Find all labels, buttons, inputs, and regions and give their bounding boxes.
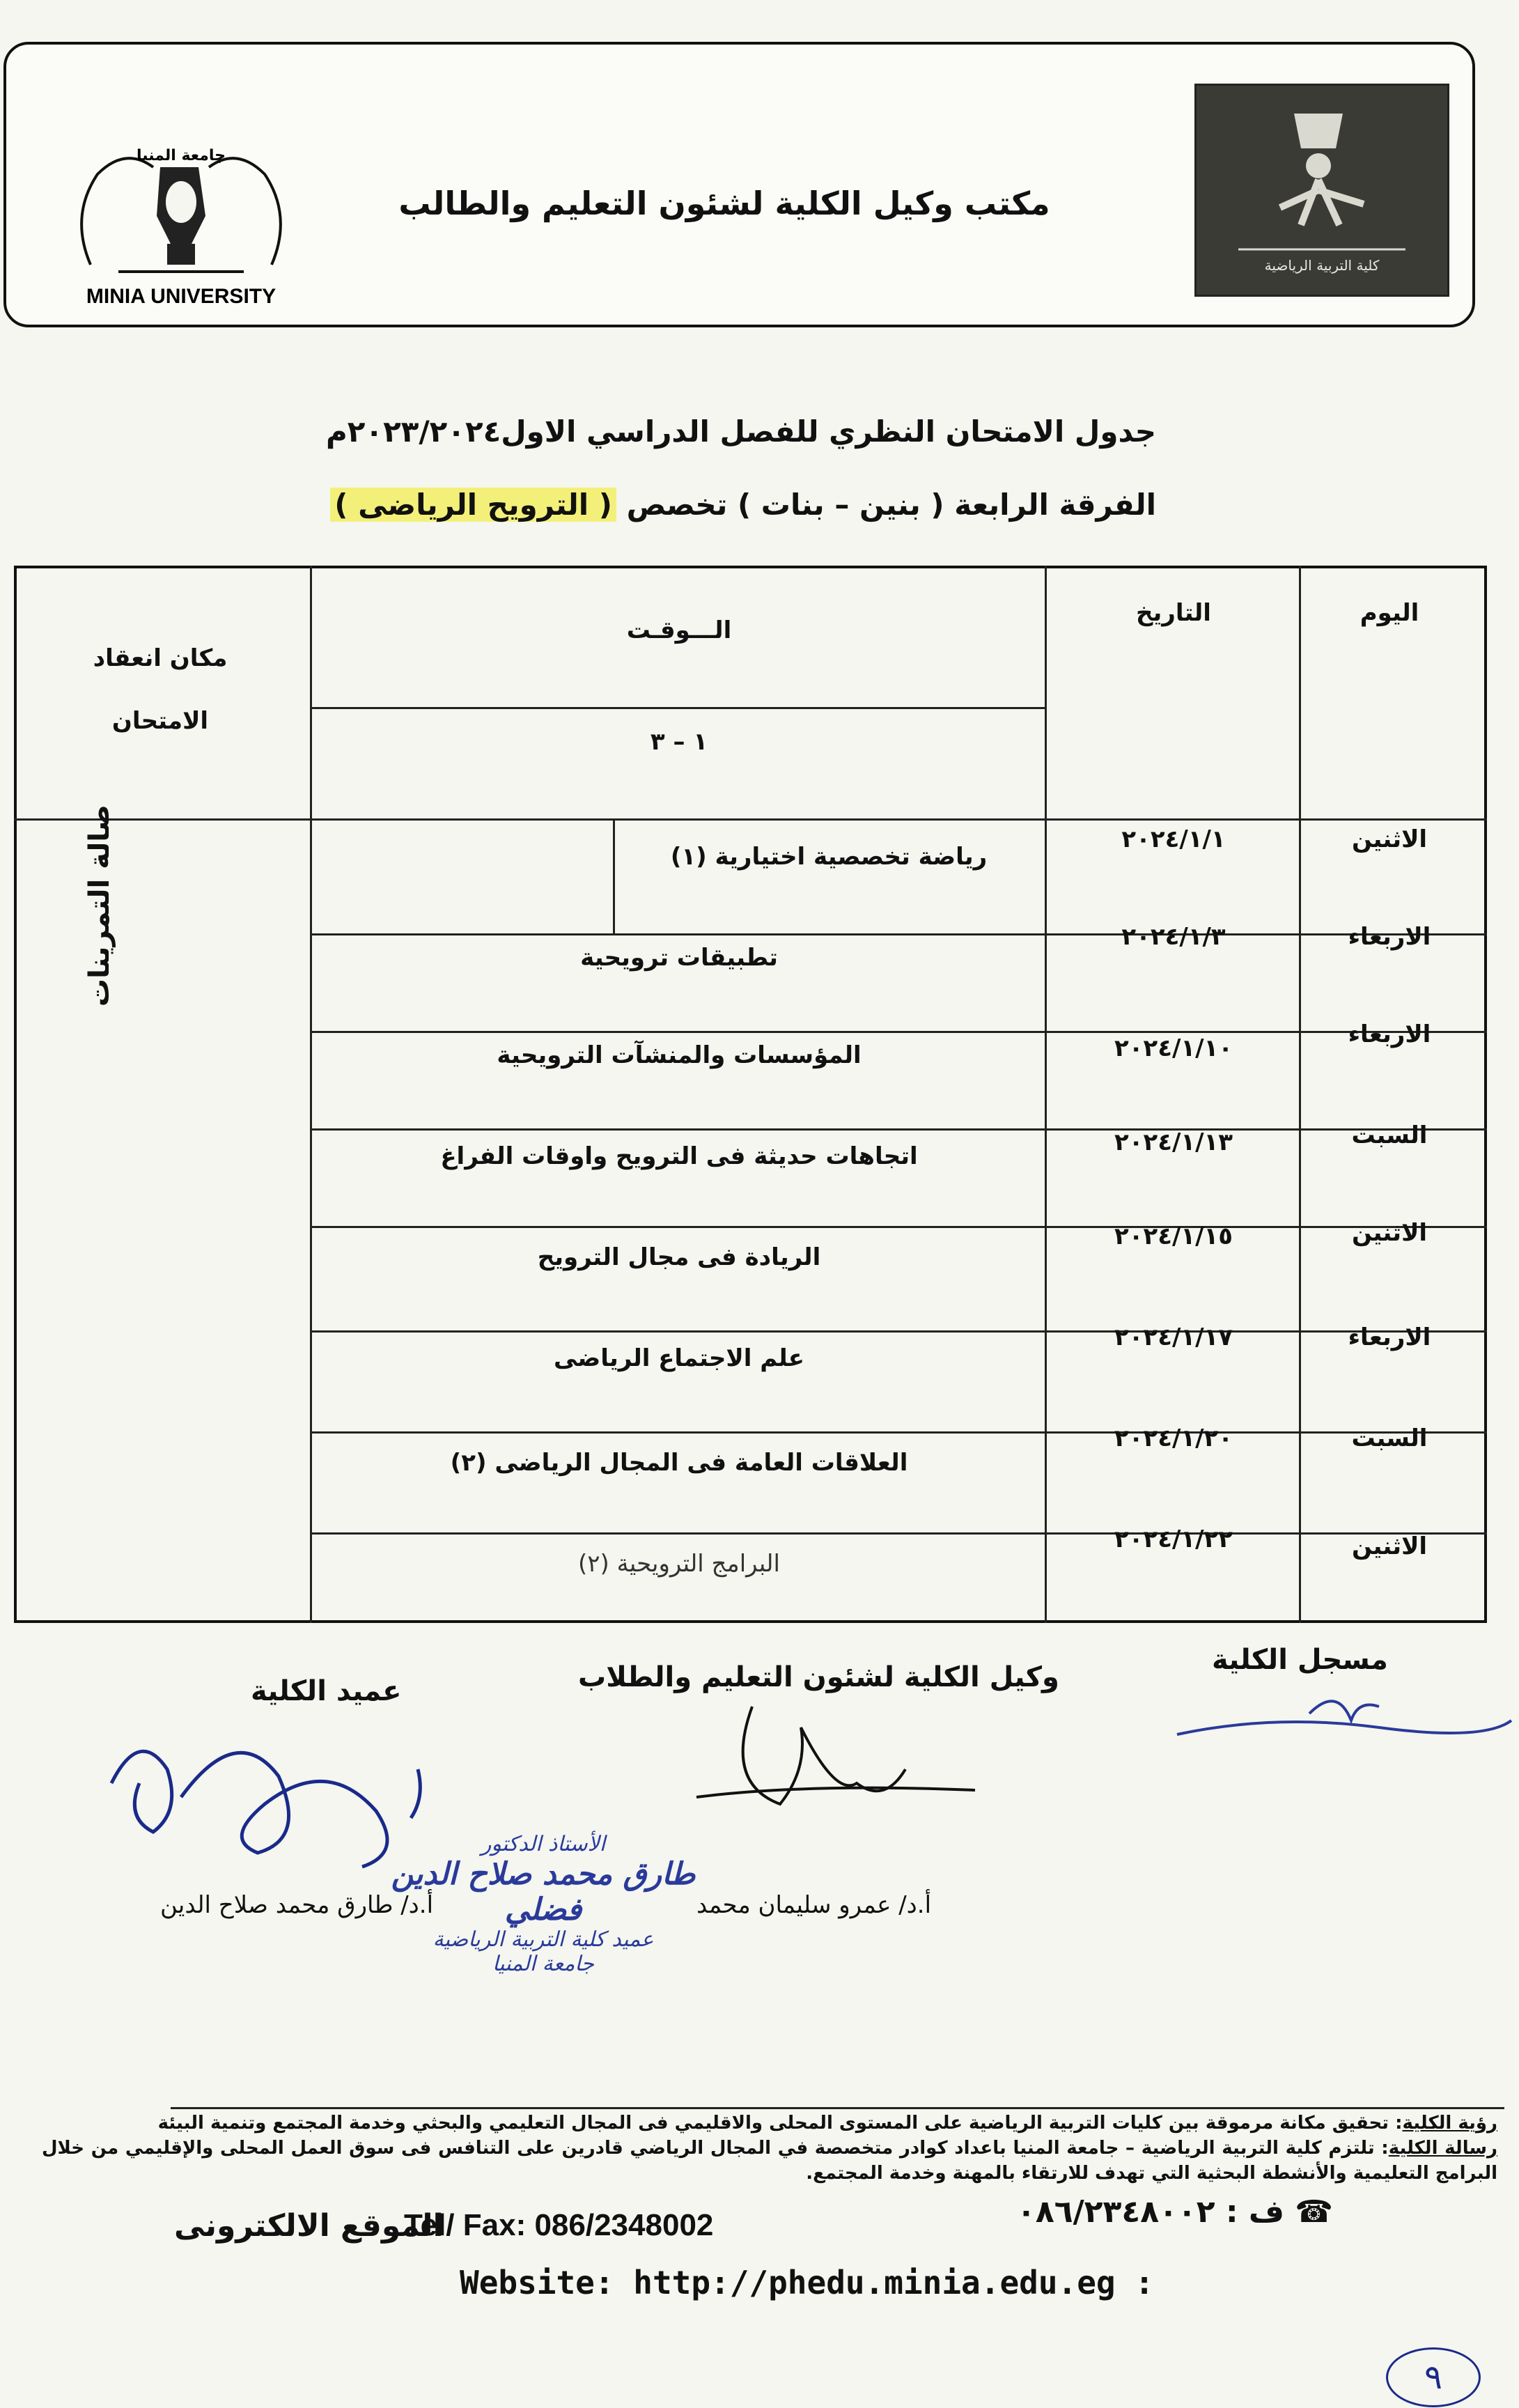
phone-english: Tel/ Fax: 086/2348002 — [404, 2208, 714, 2242]
row-day: السبت — [1351, 1424, 1428, 1452]
row-date: ٢٠٢٤/١/٢٢ — [1114, 1525, 1233, 1553]
stamp-line: الأستاذ الدكتور — [481, 1832, 606, 1856]
mission-text: : تلتزم كلية التربية الرياضية – جامعة المنيا باعداد كوادر متخصصة في المجال الرياضي قادرين على التنافس فى سوق العمل المحلى والإقليمي من خلال البرامج التعليمية والأنشطة البحثية التي تهدف للارتقاء بالمهنة وخدمة المجتمع. — [42, 2138, 1497, 2184]
row-subject: البرامج الترويحية (٢) — [578, 1550, 780, 1578]
row-date: ٢٠٢٤/١/٢٠ — [1114, 1424, 1233, 1452]
dean-stamp — [362, 1832, 724, 1976]
header-time: الـــوقـت — [626, 616, 732, 644]
row-subject: المؤسسات والمنشآت الترويحية — [497, 1041, 862, 1069]
page-number: ٩ — [1386, 2347, 1481, 2407]
faculty-logo-text: كلية التربية الرياضية — [1264, 257, 1380, 274]
website-url: Website: http://phedu.minia.edu.eg : — [460, 2264, 1154, 2301]
dean-name: أ.د/ طارق محمد صلاح الدين — [160, 1891, 434, 1919]
row-date: ٢٠٢٤/١/١٧ — [1114, 1323, 1233, 1351]
row-day: السبت — [1351, 1121, 1428, 1149]
exam-schedule-title: جدول الامتحان النظري للفصل الدراسي الاول٢٠٢٣/٢٠٢٤م — [326, 414, 1156, 449]
mission-label: رسالة الكلية — [1388, 2138, 1497, 2159]
row-date: ٢٠٢٤/١/١ — [1121, 825, 1226, 853]
row-date: ٢٠٢٤/١/١٠ — [1114, 1034, 1233, 1062]
table-divider — [14, 818, 1487, 821]
footer-divider — [171, 2107, 1504, 2109]
website-label: الموقع الالكترونى — [174, 2208, 444, 2244]
stamp-line: عميد كلية التربية الرياضية — [433, 1927, 654, 1952]
dean-label: عميد الكلية — [251, 1675, 402, 1707]
subtitle-prefix: الفرقة الرابعة ( بنين – بنات ) تخصص — [626, 488, 1156, 522]
stamp-line: طارق محمد صلاح الدين فضلي — [391, 1856, 696, 1927]
row-day: الاربعاء — [1348, 923, 1431, 951]
header-time-range: ١ – ٣ — [650, 728, 708, 756]
registrar-signature — [1170, 1672, 1518, 1755]
row-subject: علم الاجتماع الرياضى — [554, 1344, 804, 1372]
phone-arabic — [1017, 2194, 1333, 2230]
office-title: مكتب وكيل الكلية لشئون التعليم والطالب — [398, 185, 1050, 222]
logo-english-text: MINIA UNIVERSITY — [86, 285, 276, 308]
minia-university-logo — [49, 125, 313, 313]
row-date: ٢٠٢٤/١/٣ — [1121, 923, 1226, 951]
table-divider — [310, 566, 312, 1623]
row-date: ٢٠٢٤/١/١٥ — [1114, 1222, 1233, 1250]
vice-dean-name: أ.د/ عمرو سليمان محمد — [696, 1891, 932, 1919]
mission-statement — [42, 2136, 1497, 2186]
row-date: ٢٠٢٤/١/١٣ — [1114, 1128, 1233, 1156]
stamp-line: جامعة المنيا — [492, 1952, 594, 1976]
subtitle-highlight: ( الترويح الرياضى ) — [330, 488, 616, 522]
logo-arabic-text: جامعة المنيا — [137, 147, 226, 164]
phone-icon: ☎ — [1295, 2194, 1334, 2230]
vision-statement — [42, 2111, 1497, 2136]
row-subject: اتجاهات حديثة فى الترويح واوقات الفراغ — [440, 1142, 918, 1170]
table-divider — [1299, 566, 1301, 1623]
row-subject: تطبيقات ترويحية — [580, 944, 778, 972]
row-subject: الريادة فى مجال الترويح — [537, 1243, 821, 1271]
exam-schedule-subtitle — [209, 488, 1156, 522]
table-divider — [310, 707, 1045, 709]
row-day: الاربعاء — [1348, 1020, 1431, 1048]
row-subject: رياضة تخصصية اختيارية (١) — [670, 843, 988, 871]
vision-text: : تحقيق مكانة مرموقة بين كليات التربية الرياضية على المستوى المحلى والاقليمي فى المجال التعليمي والبحثي وخدمة المجتمع وتنمية البيئة — [157, 2113, 1403, 2134]
registrar-label: مسجل الكلية — [1212, 1644, 1388, 1676]
vice-dean-label: وكيل الكلية لشئون التعليم والطلاب — [578, 1661, 1059, 1693]
vision-label: رؤية الكلية — [1402, 2113, 1497, 2134]
header-venue: مكان انعقاد الامتحان — [93, 644, 228, 735]
venue-value: صالة التمرينات — [84, 804, 116, 1007]
table-divider — [1045, 566, 1047, 1623]
phone-arabic-text: ف : ٠٨٦/٢٣٤٨٠٠٢ — [1017, 2194, 1284, 2230]
header-day: اليوم — [1360, 599, 1419, 627]
faculty-logo — [1194, 84, 1449, 297]
row-day: الاثنين — [1351, 1532, 1428, 1560]
row-day: الاربعاء — [1348, 1323, 1431, 1351]
row-day: الاثنين — [1351, 825, 1428, 853]
row-subject: العلاقات العامة فى المجال الرياضى (٢) — [450, 1449, 908, 1477]
table-divider — [613, 818, 615, 933]
row-day: الاثنين — [1351, 1219, 1428, 1247]
header-date: التاريخ — [1136, 599, 1211, 627]
